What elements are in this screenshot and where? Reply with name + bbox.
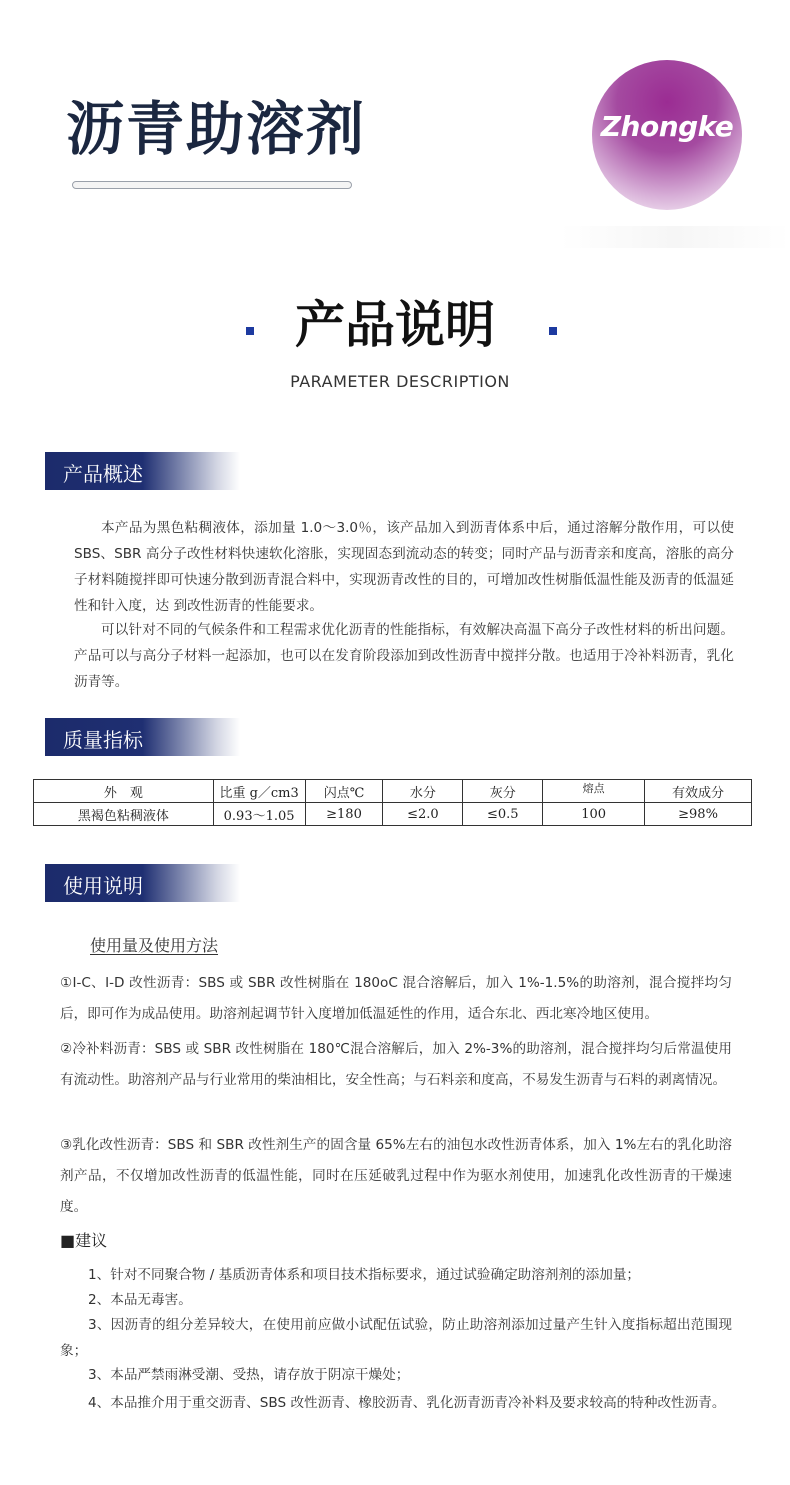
table-header-cell: 水分: [383, 780, 463, 803]
table-cell: ≤0.5: [463, 803, 543, 826]
quality-label-text: 质量指标: [63, 728, 143, 752]
overview-paragraph-1: 本产品为黑色粘稠液体，添加量 1.0～3.0％，该产品加入到沥青体系中后，通过溶解分散作用，可以使 SBS、SBR 高分子改性材料快速软化溶胀，实现固态到流动态的转变；同时产品与沥青亲和度高，溶胀的高分子材料随搅拌即可快速分散到沥青混合料中，实现沥青改性的目的，可增加改性树脂低温性能及沥青的低温延性和针入度，达 到改性沥青的性能要求。: [74, 520, 734, 614]
usage-label: [45, 864, 240, 902]
table-header-cell: 有效成分: [645, 780, 752, 803]
table-header-cell: 外 观: [34, 780, 214, 803]
usage-item-3: ③乳化改性沥青：SBS 和 SBR 改性剂生产的固含量 65%左右的油包水改性沥青体系，加入 1%左右的乳化助溶剂产品，不仅增加改性沥青的低温性能，同时在压延破乳过程中作为驱水剂使用，加速乳化改性沥青的干燥速度。: [60, 1137, 732, 1215]
table-header-cell: 闪点℃: [305, 780, 383, 803]
table-header-cell: 熔点: [543, 780, 645, 803]
table-cell: 黑褐色粘稠液体: [34, 803, 214, 826]
quality-label: [45, 718, 240, 756]
overview-paragraph-2: 可以针对不同的气候条件和工程需求优化沥青的性能指标，有效解决高温下高分子改性材料的析出问题。产品可以与高分子材料一起添加，也可以在发育阶段添加到改性沥青中搅拌分散。也适用于冷补料沥青，乳化沥青等。: [74, 622, 734, 690]
usage-label-text: 使用说明: [63, 874, 143, 898]
table-cell: 100: [543, 803, 645, 826]
table-cell: ≥98%: [645, 803, 752, 826]
title-underline-bar: [72, 181, 352, 189]
usage-item-2: ②冷补料沥青：SBS 或 SBR 改性树脂在 180℃混合溶解后，加入 2%-3%的助溶剂，混合搅拌均匀后常温使用有流动性。助溶剂产品与行业常用的柴油相比，安全性高；与石料亲和度高，不易发生沥青与石料的剥离情况。: [60, 1041, 732, 1088]
table-row: [34, 803, 752, 826]
usage-item-1: ①I-C、I-D 改性沥青：SBS 或 SBR 改性树脂在 180oC 混合溶解后，加入 1%-1.5%的助溶剂，混合搅拌均匀后，即可作为成品使用。助溶剂起调节针入度增加低温延性的作用，适合东北、西北寒冷地区使用。: [60, 975, 732, 1022]
table-header-row: [34, 780, 752, 803]
decor-square-right-icon: [549, 327, 557, 335]
advice-item-3: 3、因沥青的组分差异较大，在使用前应做小试配伍试验，防止助溶剂添加过量产生针入度指标超出范围现象；: [60, 1317, 732, 1359]
overview-label: [45, 452, 240, 490]
section-title: 产品说明: [295, 296, 495, 354]
logo-shadow: [560, 226, 790, 248]
table-header-cell: 灰分: [463, 780, 543, 803]
table-cell: ≥180: [305, 803, 383, 826]
section-subtitle: PARAMETER DESCRIPTION: [290, 372, 510, 391]
table-cell: ≤2.0: [383, 803, 463, 826]
brand-logo-text: Zhongke: [600, 110, 734, 143]
usage-heading: 使用量及使用方法: [90, 936, 219, 955]
advice-item-4: 3、本品严禁雨淋受潮、受热，请存放于阴凉干燥处；: [88, 1367, 410, 1383]
quality-table: [33, 779, 752, 826]
table-header-cell: 比重 g／cm3: [213, 780, 305, 803]
decor-square-left-icon: [246, 327, 254, 335]
page-title: 沥青助溶剂: [66, 95, 367, 163]
advice-item-5: 4、本品推介用于重交沥青、SBS 改性沥青、橡胶沥青、乳化沥青沥青冷补料及要求较高的特种改性沥青。: [88, 1395, 726, 1411]
advice-item-1: 1、针对不同聚合物 / 基质沥青体系和项目技术指标要求，通过试验确定助溶剂剂的添加量；: [88, 1267, 641, 1283]
advice-heading: ■建议: [60, 1231, 108, 1250]
table-cell: 0.93～1.05: [213, 803, 305, 826]
overview-label-text: 产品概述: [63, 462, 143, 486]
advice-item-2: 2、本品无毒害。: [88, 1292, 192, 1308]
